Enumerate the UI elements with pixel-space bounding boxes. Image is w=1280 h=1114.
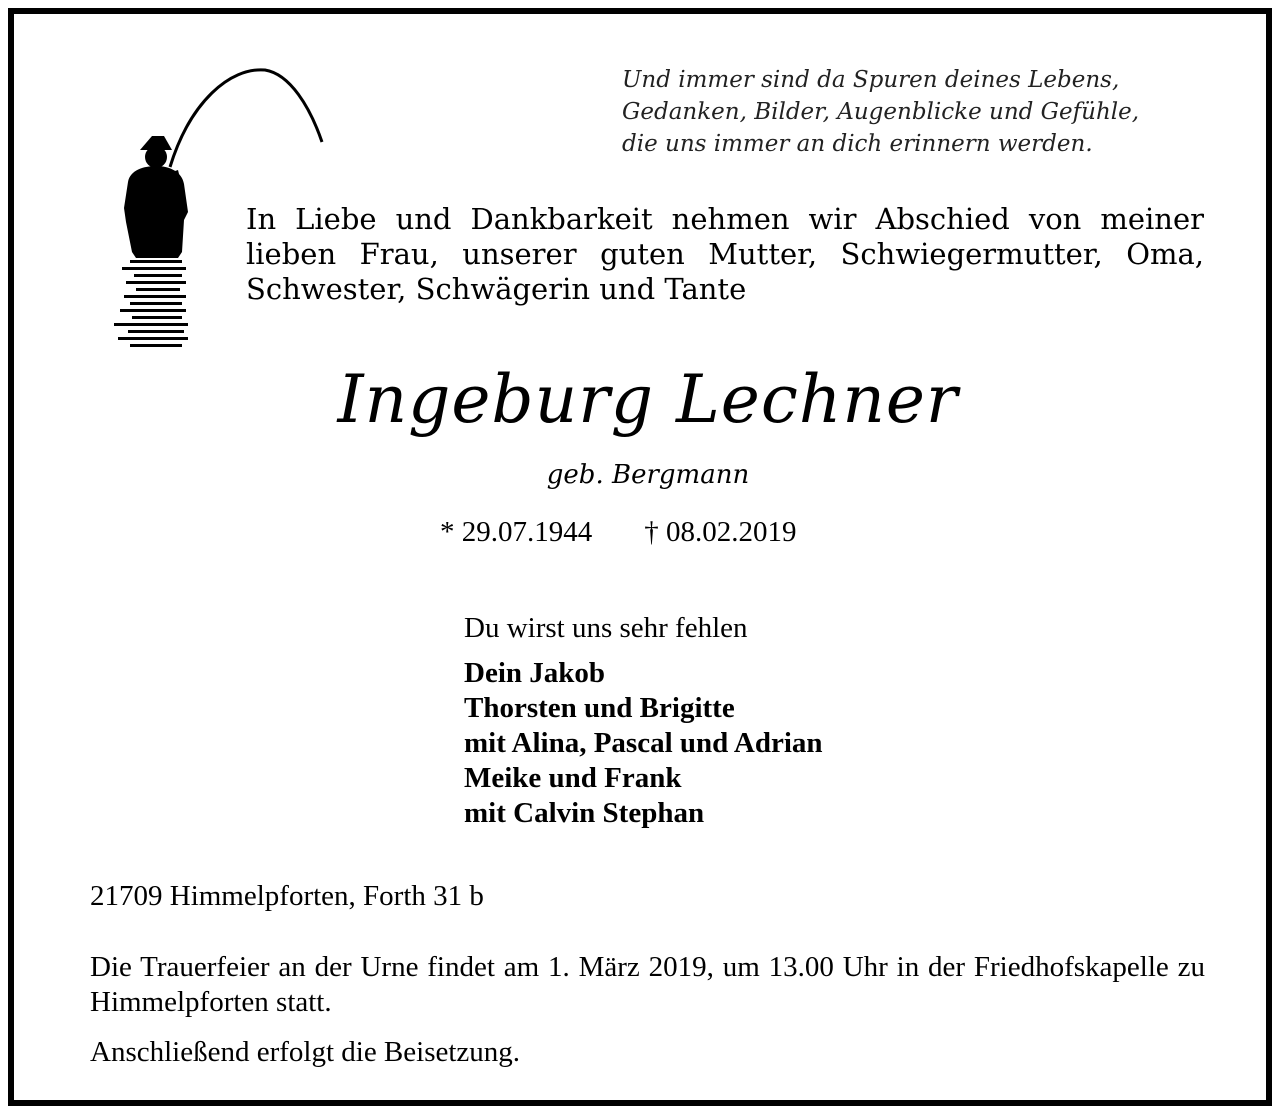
family-line: Meike und Frank [464, 762, 682, 794]
life-dates [440, 514, 797, 550]
deceased-name: Ingeburg Lechner [337, 361, 959, 438]
burial-info: Anschließend erfolgt die Beisetzung. [90, 1036, 521, 1068]
family-line: Dein Jakob [464, 657, 606, 689]
birth-date: * 29.07.1944 [440, 516, 593, 548]
service-info: Die Trauerfeier an der Urne findet am 1. März 2019, um 13.00 Uhr in der Friedhofskapelle zu Himmelpforten statt. [90, 951, 1205, 1018]
family-list [464, 656, 823, 831]
family-line: Thorsten und Brigitte [464, 692, 735, 724]
poem-line: Gedanken, Bilder, Augenblicke und Gefühle, [622, 99, 1140, 125]
obituary-frame [8, 8, 1272, 1106]
poem-line: die uns immer an dich erinnern werden. [622, 131, 1093, 157]
death-date: † 08.02.2019 [644, 516, 797, 548]
poem [622, 64, 1222, 160]
intro-text: In Liebe und Dankbarkeit nehmen wir Abschied von meiner lieben Frau, unserer guten Mutter, Schwiegermutter, Oma, Schwester, Schwägerin und Tante [246, 202, 1204, 306]
birth-name: geb. Bergmann [546, 460, 750, 490]
family-line: mit Calvin Stephan [464, 797, 705, 829]
farewell-text: Du wirst uns sehr fehlen [464, 612, 748, 644]
family-line: mit Alina, Pascal und Adrian [464, 727, 823, 759]
address: 21709 Himmelpforten, Forth 31 b [90, 880, 484, 912]
poem-line: Und immer sind da Spuren deines Lebens, [622, 67, 1120, 93]
